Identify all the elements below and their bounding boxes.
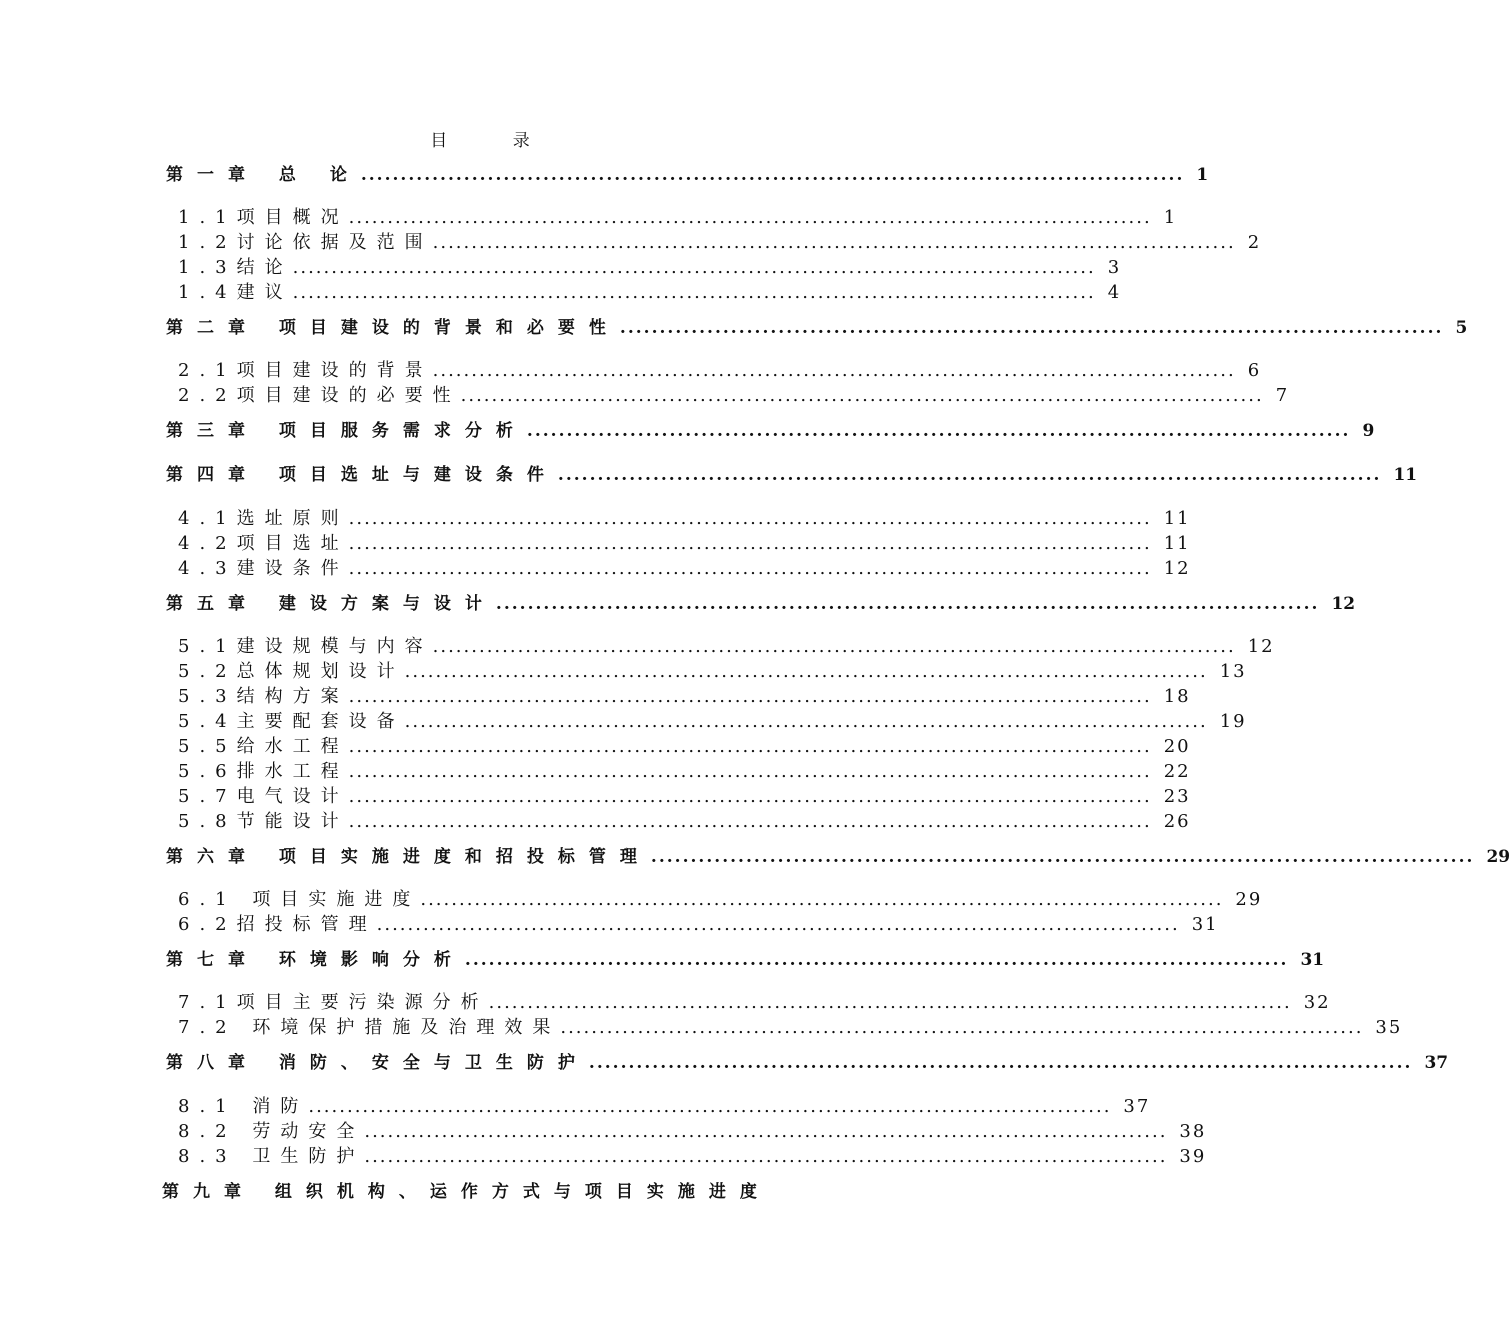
toc-entry-section[interactable] xyxy=(178,757,1191,782)
toc-entry-page: 35 xyxy=(1375,1017,1403,1038)
toc-entry-label: 5.5给水工程 xyxy=(178,736,349,757)
toc-entry-label: 5.1建设规模与内容 xyxy=(178,636,433,657)
dot-leader: ........................................................................................................ xyxy=(364,1146,1168,1167)
toc-entry-section[interactable] xyxy=(178,1013,1403,1038)
toc-entry-chapter[interactable] xyxy=(166,1048,1449,1073)
dot-leader: ........................................................................................................ xyxy=(348,558,1152,579)
toc-entry-label: 1.4建议 xyxy=(178,282,293,303)
toc-entry-label: 第二章 项目建设的背景和必要性 xyxy=(166,318,620,338)
dot-leader: ........................................................................................................ xyxy=(404,661,1208,682)
toc-entry-page: 29 xyxy=(1486,847,1510,867)
toc-entry-label: 第五章 建设方案与设计 xyxy=(166,594,496,614)
toc-entry-section[interactable] xyxy=(178,732,1191,757)
toc-entry-section[interactable] xyxy=(178,807,1191,832)
toc-entry-page: 3 xyxy=(1107,257,1122,278)
toc-entry-label: 7.2 环境保护措施及治理效果 xyxy=(178,1017,561,1038)
toc-entry-page: 22 xyxy=(1163,761,1191,782)
dot-leader: ........................................................................................................ xyxy=(308,1096,1112,1117)
toc-entry-label: 5.8节能设计 xyxy=(178,811,349,832)
toc-entry-section[interactable] xyxy=(178,657,1247,682)
toc-entry-page: 11 xyxy=(1163,508,1191,529)
toc-entry-section[interactable] xyxy=(178,885,1263,910)
toc-entry-page: 32 xyxy=(1303,992,1331,1013)
dot-leader: ........................................................................................................ xyxy=(588,1053,1413,1073)
toc-entry-page: 12 xyxy=(1331,594,1356,614)
toc-entry-label: 1.3结论 xyxy=(178,257,293,278)
dot-leader: ........................................................................................................ xyxy=(560,1017,1364,1038)
toc-entry-label: 8.1 消防 xyxy=(178,1096,309,1117)
dot-leader: ........................................................................................................ xyxy=(557,465,1382,485)
toc-entry-section[interactable] xyxy=(178,782,1191,807)
toc-entry-page: 37 xyxy=(1424,1053,1449,1073)
dot-leader: ........................................................................................................ xyxy=(348,761,1152,782)
toc-entry-page: 9 xyxy=(1362,421,1375,441)
toc-entry-label: 4.1选址原则 xyxy=(178,508,349,529)
toc-entry-section[interactable] xyxy=(178,504,1191,529)
dot-leader: ........................................................................................................ xyxy=(432,360,1236,381)
dot-leader: ........................................................................................................ xyxy=(464,950,1289,970)
toc-entry-section[interactable] xyxy=(178,1142,1207,1167)
dot-leader: ........................................................................................................ xyxy=(292,282,1096,303)
toc-entry-page: 1 xyxy=(1196,165,1209,185)
dot-leader: ........................................................................................................ xyxy=(348,533,1152,554)
toc-entry-label: 第八章 消防、安全与卫生防护 xyxy=(166,1053,589,1073)
toc-entry-label: 第三章 项目服务需求分析 xyxy=(166,421,527,441)
toc-entry-page: 20 xyxy=(1163,736,1191,757)
dot-leader: ........................................................................................................ xyxy=(348,736,1152,757)
dot-leader: ........................................................................................................ xyxy=(619,318,1444,338)
dot-leader: ........................................................................................................ xyxy=(348,811,1152,832)
toc-entry-page: 2 xyxy=(1247,232,1262,253)
toc-entry-label: 5.2总体规划设计 xyxy=(178,661,405,682)
toc-entry-section[interactable] xyxy=(178,707,1247,732)
dot-leader: ........................................................................................................ xyxy=(348,786,1152,807)
toc-entry-label: 第七章 环境影响分析 xyxy=(166,950,465,970)
toc-entry-label: 8.2 劳动安全 xyxy=(178,1121,365,1142)
dot-leader: ........................................................................................................ xyxy=(404,711,1208,732)
dot-leader: ........................................................................................................ xyxy=(420,889,1224,910)
dot-leader: ........................................................................................................ xyxy=(364,1121,1168,1142)
toc-entry-label: 5.6排水工程 xyxy=(178,761,349,782)
toc-entry-page: 1 xyxy=(1163,207,1178,228)
toc-entry-page: 31 xyxy=(1191,914,1219,935)
dot-leader: ........................................................................................................ xyxy=(348,207,1152,228)
dot-leader: ........................................................................................................ xyxy=(432,636,1236,657)
toc-entry-page: 37 xyxy=(1123,1096,1151,1117)
dot-leader: ........................................................................................................ xyxy=(488,992,1292,1013)
toc-entry-chapter[interactable] xyxy=(166,589,1356,614)
toc-entry-section[interactable] xyxy=(178,682,1191,707)
toc-entry-page: 38 xyxy=(1179,1121,1207,1142)
toc-entry-page: 39 xyxy=(1179,1146,1207,1167)
dot-leader: ........................................................................................................ xyxy=(460,385,1264,406)
toc-entry-page: 6 xyxy=(1247,360,1262,381)
toc-entry-chapter[interactable] xyxy=(166,842,1510,867)
toc-entry-section[interactable] xyxy=(178,988,1331,1013)
toc-entry-section[interactable] xyxy=(178,381,1290,406)
toc-entry-label: 6.1 项目实施进度 xyxy=(178,889,421,910)
toc-entry-label: 2.2项目建设的必要性 xyxy=(178,385,461,406)
toc-entry-section[interactable] xyxy=(178,203,1178,228)
toc-entry-chapter[interactable] xyxy=(166,313,1468,338)
toc-entry-page: 11 xyxy=(1393,465,1418,485)
toc-entry-label: 第九章 组织机构、运作方式与项目实施进度 xyxy=(162,1182,771,1202)
toc-entry-section[interactable] xyxy=(178,228,1262,253)
toc-entry-section[interactable] xyxy=(178,529,1191,554)
toc-entry-page: 5 xyxy=(1455,318,1468,338)
dot-leader: ........................................................................................................ xyxy=(526,421,1351,441)
toc-entry-label: 第四章 项目选址与建设条件 xyxy=(166,465,558,485)
toc-entry-section[interactable] xyxy=(178,910,1219,935)
toc-title: 目 录 xyxy=(430,131,560,151)
toc-entry-label: 8.3 卫生防护 xyxy=(178,1146,365,1167)
toc-entry-page: 7 xyxy=(1275,385,1290,406)
toc-entry-label: 4.2项目选址 xyxy=(178,533,349,554)
toc-entry-section[interactable] xyxy=(178,253,1122,278)
toc-entry-page: 18 xyxy=(1163,686,1191,707)
toc-entry-label: 7.1项目主要污染源分析 xyxy=(178,992,489,1013)
dot-leader: ........................................................................................................ xyxy=(348,686,1152,707)
toc-entry-label: 第一章 总 论 xyxy=(166,165,361,185)
toc-entry-chapter[interactable] xyxy=(166,460,1418,485)
dot-leader: ........................................................................................................ xyxy=(292,257,1096,278)
toc-entry-label: 5.3结构方案 xyxy=(178,686,349,707)
toc-entry-section[interactable] xyxy=(178,1117,1207,1142)
toc-entry-chapter[interactable] xyxy=(166,945,1325,970)
toc-entry-label: 5.4主要配套设备 xyxy=(178,711,405,732)
dot-leader: ........................................................................................................ xyxy=(432,232,1236,253)
toc-entry-label: 4.3建设条件 xyxy=(178,558,349,579)
toc-entry-page: 31 xyxy=(1300,950,1325,970)
toc-entry-section[interactable] xyxy=(178,356,1262,381)
toc-entry-section[interactable] xyxy=(178,554,1191,579)
toc-entry-label: 6.2招投标管理 xyxy=(178,914,377,935)
toc-entry-chapter[interactable] xyxy=(166,416,1375,441)
toc-entry-page: 23 xyxy=(1163,786,1191,807)
toc-entry-page: 29 xyxy=(1235,889,1263,910)
toc-entry-page: 26 xyxy=(1163,811,1191,832)
toc-entry-label: 1.2讨论依据及范围 xyxy=(178,232,433,253)
toc-entry-label: 5.7电气设计 xyxy=(178,786,349,807)
dot-leader: ........................................................................................................ xyxy=(376,914,1180,935)
toc-entry-page: 11 xyxy=(1163,533,1191,554)
toc-entry-page: 12 xyxy=(1163,558,1191,579)
dot-leader: ........................................................................................................ xyxy=(360,165,1185,185)
toc-entry-page: 13 xyxy=(1219,661,1247,682)
toc-entry-page: 4 xyxy=(1107,282,1122,303)
dot-leader: ........................................................................................................ xyxy=(495,594,1320,614)
toc-entry-chapter[interactable] xyxy=(162,1177,814,1201)
toc-entry-page: 19 xyxy=(1219,711,1247,732)
toc-entry-section[interactable] xyxy=(178,278,1122,303)
dot-leader: ........................................................................................................ xyxy=(650,847,1475,867)
toc-entry-chapter[interactable] xyxy=(166,160,1209,185)
dot-leader: ........................................................................................................ xyxy=(348,508,1152,529)
toc-entry-section[interactable] xyxy=(178,632,1275,657)
toc-entry-label: 1.1项目概况 xyxy=(178,207,349,228)
toc-entry-section[interactable] xyxy=(178,1092,1151,1117)
toc-entry-label: 2.1项目建设的背景 xyxy=(178,360,433,381)
toc-entry-label: 第六章 项目实施进度和招投标管理 xyxy=(166,847,651,867)
toc-entry-page: 12 xyxy=(1247,636,1275,657)
